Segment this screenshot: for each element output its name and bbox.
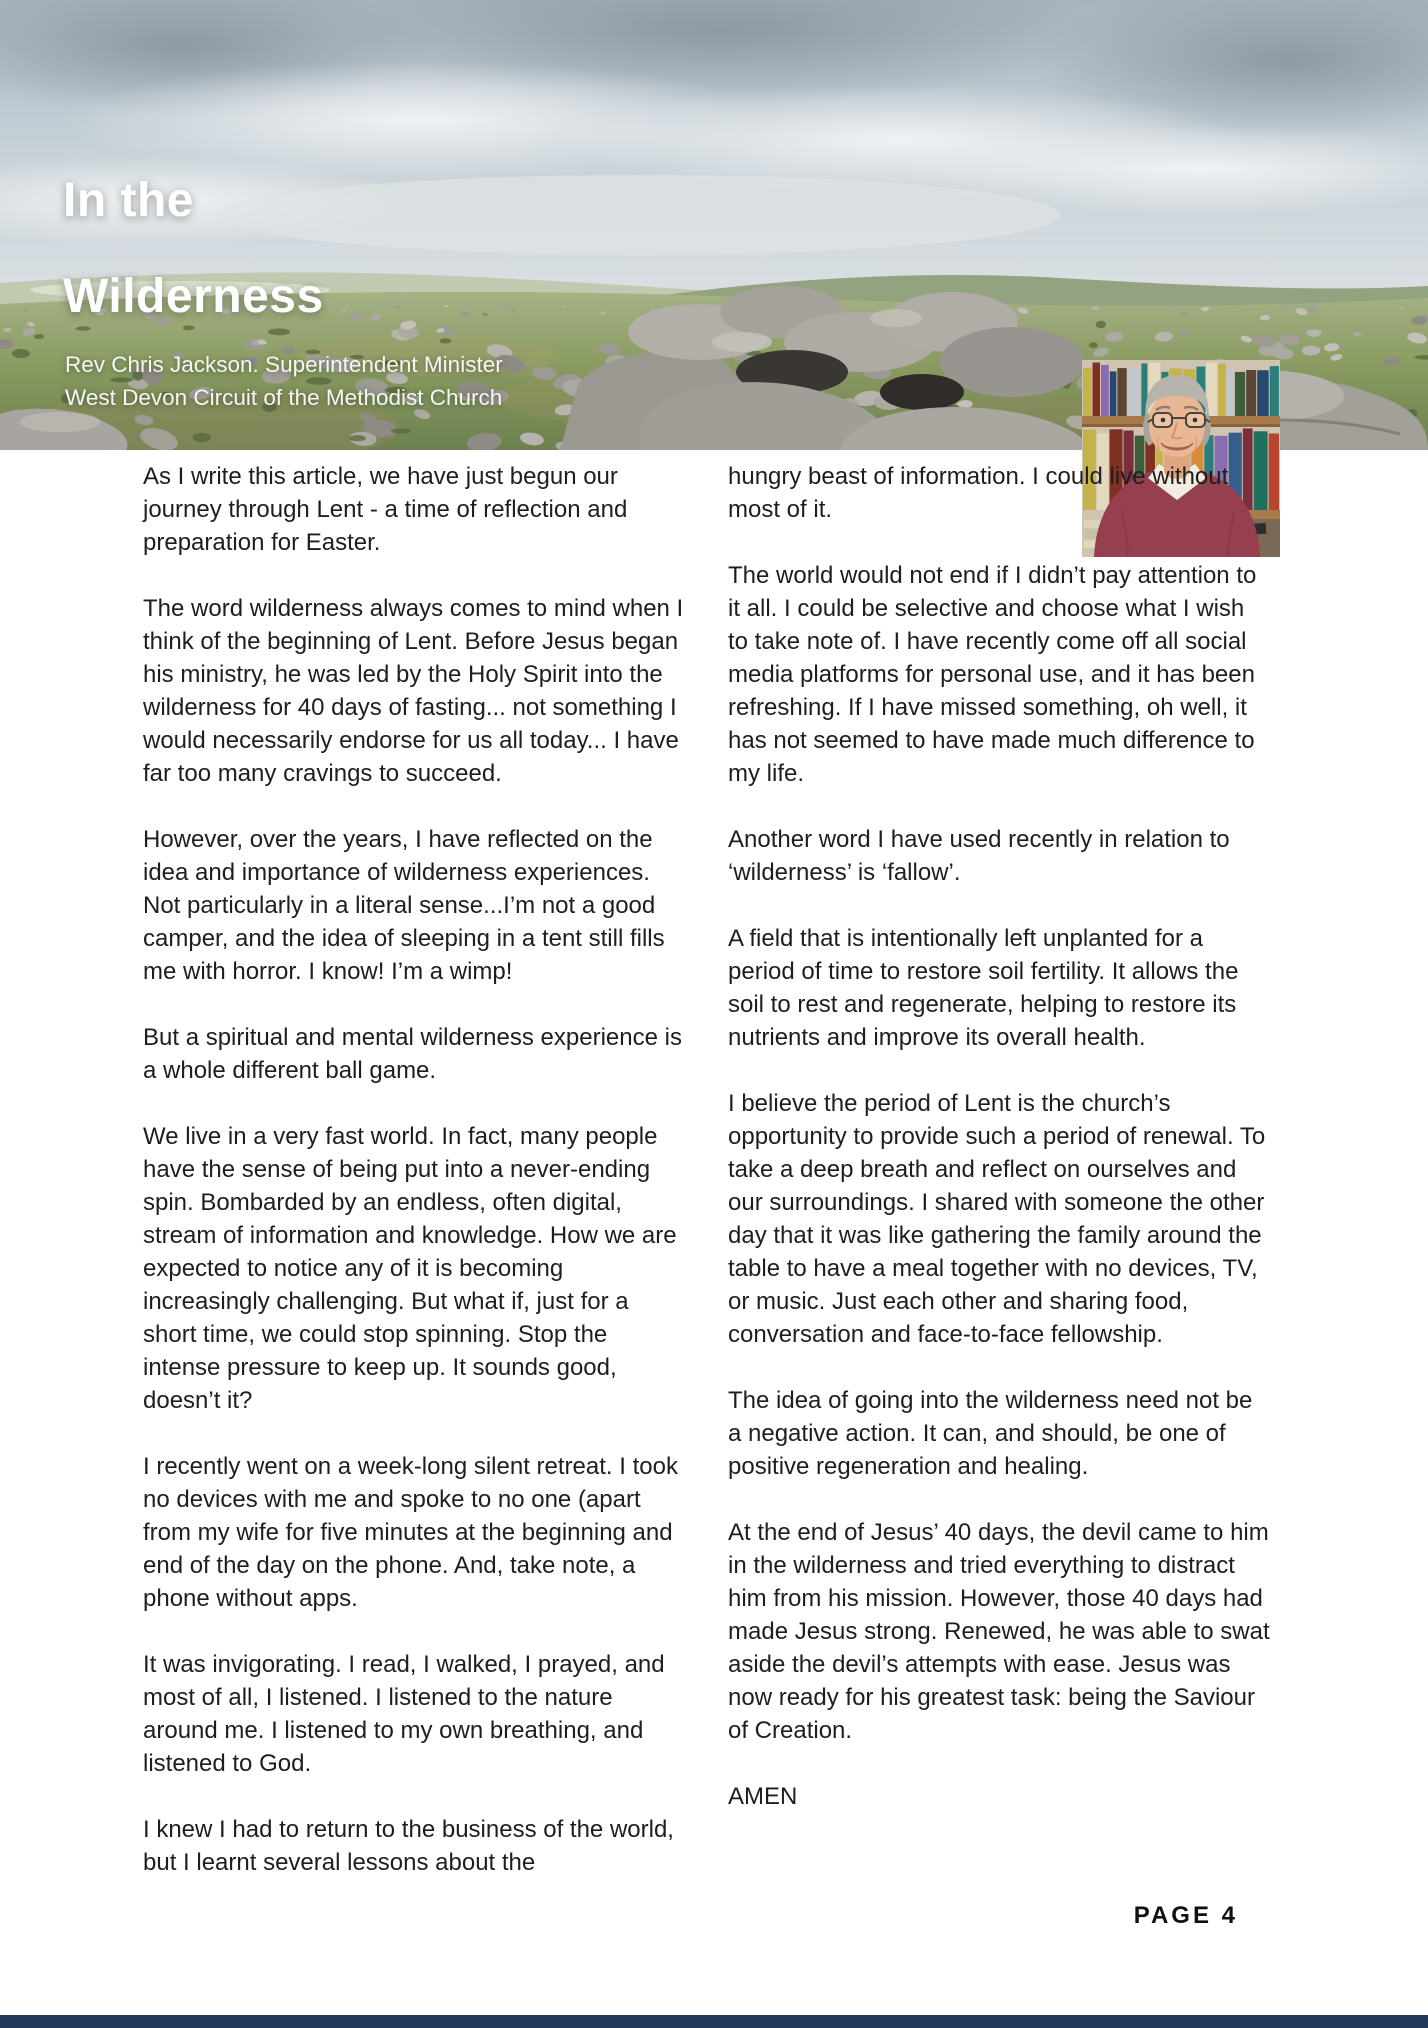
- paragraph: We live in a very fast world. In fact, many people have the sense of being put into a never-ending spin. Bombarded by an endless, often digital, stream of information and knowledge. How we are expected to notice any of it is becoming increasingly challenging. But what if, just for a short time, we could stop spinning. Stop the intense pressure to keep up. It sounds good, doesn’t it?: [143, 1123, 677, 1414]
- paragraph: The word wilderness always comes to mind when I think of the beginning of Lent. Before Jesus began his ministry, he was led by the Holy Spirit into the wilderness for 40 days of fasting... not something I would necessarily endorse for us all today... I have far too many cravings to succeed.: [143, 595, 684, 787]
- article-right-column: [728, 460, 1270, 1846]
- paragraph: The idea of going into the wilderness need not be a negative action. It can, and should, be one of positive regeneration and healing.: [728, 1387, 1253, 1480]
- paragraph: The world would not end if I didn’t pay attention to it all. I could be selective and choose what I wish to take note of. I have recently come off all social media platforms for personal use, and it has been refreshing. If I have missed something, oh well, it has not seemed to have made much difference to my life.: [728, 562, 1257, 787]
- article-left-column: [143, 460, 685, 1912]
- paragraph: I believe the period of Lent is the church’s opportunity to provide such a period of renewal. To take a deep breath and reflect on ourselves and our surroundings. I shared with someone the other day that it was like gathering the family around the table to have a meal together with no devices, TV, or music. Just each other and sharing food, conversation and face-to-face fellowship.: [728, 1090, 1266, 1348]
- paragraph: Another word I have used recently in relation to ‘wilderness’ is ‘fallow’.: [728, 826, 1230, 886]
- paragraph: I knew I had to return to the business of the world, but I learnt several lessons about the: [143, 1816, 674, 1876]
- paragraph: AMEN: [728, 1783, 798, 1810]
- paragraph: It was invigorating. I read, I walked, I prayed, and most of all, I listened. I listened to the nature around me. I listened to my own breathing, and listened to God.: [143, 1651, 665, 1777]
- paragraph: But a spiritual and mental wilderness experience is a whole different ball game.: [143, 1024, 682, 1084]
- paragraph: At the end of Jesus’ 40 days, the devil came to him in the wilderness and tried everything to distract him from his mission. However, those 40 days had made Jesus strong. Renewed, he was able to swat aside the devil’s attempts with ease. Jesus was now ready for his greatest task: being the Saviour of Creation.: [728, 1519, 1270, 1744]
- page-subtitle-line2: West Devon Circuit of the Methodist Church: [65, 385, 503, 410]
- paragraph: I recently went on a week-long silent retreat. I took no devices with me and spoke to no one (apart from my wife for five minutes at the beginning and end of the day on the phone. And, take note, a phone without apps.: [143, 1453, 678, 1612]
- page-number: PAGE 4: [1133, 1902, 1238, 1929]
- page-title-line2: Wilderness: [63, 270, 324, 323]
- paragraph: As I write this article, we have just begun our journey through Lent - a time of reflection and preparation for Easter.: [143, 463, 628, 556]
- footer-bar: [0, 2015, 1428, 2028]
- paragraph: However, over the years, I have reflected on the idea and importance of wilderness experiences. Not particularly in a literal sense...I’m not a good camper, and the idea of sleeping in a tent still fills me with horror. I know! I’m a wimp!: [143, 826, 665, 985]
- paragraph: hungry beast of information. I could live without most of it.: [728, 463, 1229, 523]
- paragraph: A field that is intentionally left unplanted for a period of time to restore soil fertility. It allows the soil to rest and regenerate, helping to restore its nutrients and improve its overall health.: [728, 925, 1239, 1051]
- page-title-line1: In the: [63, 174, 194, 227]
- page-subtitle-line1: Rev Chris Jackson. Superintendent Minister: [65, 352, 503, 377]
